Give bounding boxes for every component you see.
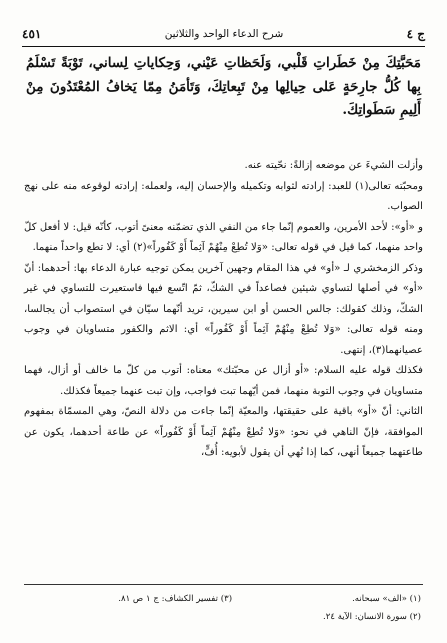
volume-number: ج ٤	[406, 27, 425, 41]
commentary-paragraph-6: الثاني: أنّ «أو» باقية على حقيقتها، والمعيّة إنّما جاءت من دلالة النصّ، وهي المسمّاة بمفهوم الموافقة، فإنّ الناهي في نحو: «وَلا تُطِعْ مِنْهُمْ آثِماً أَوْ كَفُوراً» عن طاعة أحدهما، يكون عن طاعتهما جميعاً أنهى، كما إذا نُهي أن يقول لأبويه: أُفٍّ،	[24, 406, 423, 458]
page-header	[22, 22, 425, 46]
footnote-2: (٢) سورة الانسان: الآية ٢٤.	[323, 612, 421, 622]
commentary-paragraph-1: وأزلت الشيءَ عن موضعه إزالةً: نحّيته عنه.	[244, 160, 423, 171]
header-rule	[22, 46, 425, 47]
commentary-paragraph-5: فكذلك قوله عليه السلام: «أو أزال عن محبّتك» معناه: أتوب من كلّ ما خالف أو أزال، فهما متساويان في وجوب التوبة منهما، فمن أيّهما تبت فواجب، وإن تبت عنهما جميعاً فكذلك.	[24, 365, 423, 397]
commentary-paragraph-4: وذكر الزمخشري لـ «أو» في هذا المقام وجهين آخرين يمكن توجيه عبارة الدعاء بها: أحدهما: أنّ «أو» في أصلها لتساوي شيئين فصاعداً في الشكّ، ثمّ اتّسع فيها فاستعيرت للتساوي في غير الشكّ، وذلك كقولك: جالس الحسن أو ابن سيرين، تريد أنّهما سيّان في استصواب أن يجالسا، ومنه قوله تعالى: «وَلا تُطِعْ مِنْهُمْ آثِماً أَوْ كَفُوراً» أي: الاثم والكفور متساويان في وجوب عصيانهما(٣)، إنتهى.	[24, 262, 423, 356]
footnotes	[26, 590, 421, 626]
duaa-text-block	[26, 52, 421, 123]
footnote-1: (١) «الف» سبحانه.	[352, 594, 421, 604]
footnote-3: (٣) تفسير الكشاف: ج ١ ص ٨١.	[118, 594, 233, 604]
duaa-text: مَحَبَّتِكَ مِنْ خَطَراتِ قَلْبي، وَلَحَظاتِ عَيْني، وَحِكاياتِ لِساني، تَوْبَةً تَسْلَمُ بِها كُلُّ جارِحَةٍ عَلى حِيالِها مِنْ تَبِعاتِكَ، وَتَأمَنُ مِمّا يَخافُ المُعْتَدُونَ مِنْ أَلِيمِ سَطَواتِكَ.	[26, 55, 421, 118]
commentary-paragraph-2: ومحبّته تعالى(١) للعبد: إرادته لثوابه وتكميله والإحسان إليه، ولعمله: إرادته لوقوعه منه على نهج الصواب.	[24, 180, 423, 212]
commentary-block	[24, 156, 423, 464]
footnote-separator	[24, 584, 423, 585]
page-number: ٤٥١	[22, 27, 42, 41]
commentary-paragraph-3: و «أو»: لأحد الأمرين، والعموم إنّما جاء من النفي الذي تضمّنه معنىً أتوب، كأنّه قيل: لا أفعل كلّ واحد منهما، كما قيل في قوله تعالى: «وَلا تُطِعْ مِنْهُمْ آثِماً أَوْ كَفُوراً»(٢) أي: لا تطع واحداً منهما.	[24, 221, 423, 253]
running-title: شرح الدعاء الواحد والثلاثين	[164, 28, 284, 40]
